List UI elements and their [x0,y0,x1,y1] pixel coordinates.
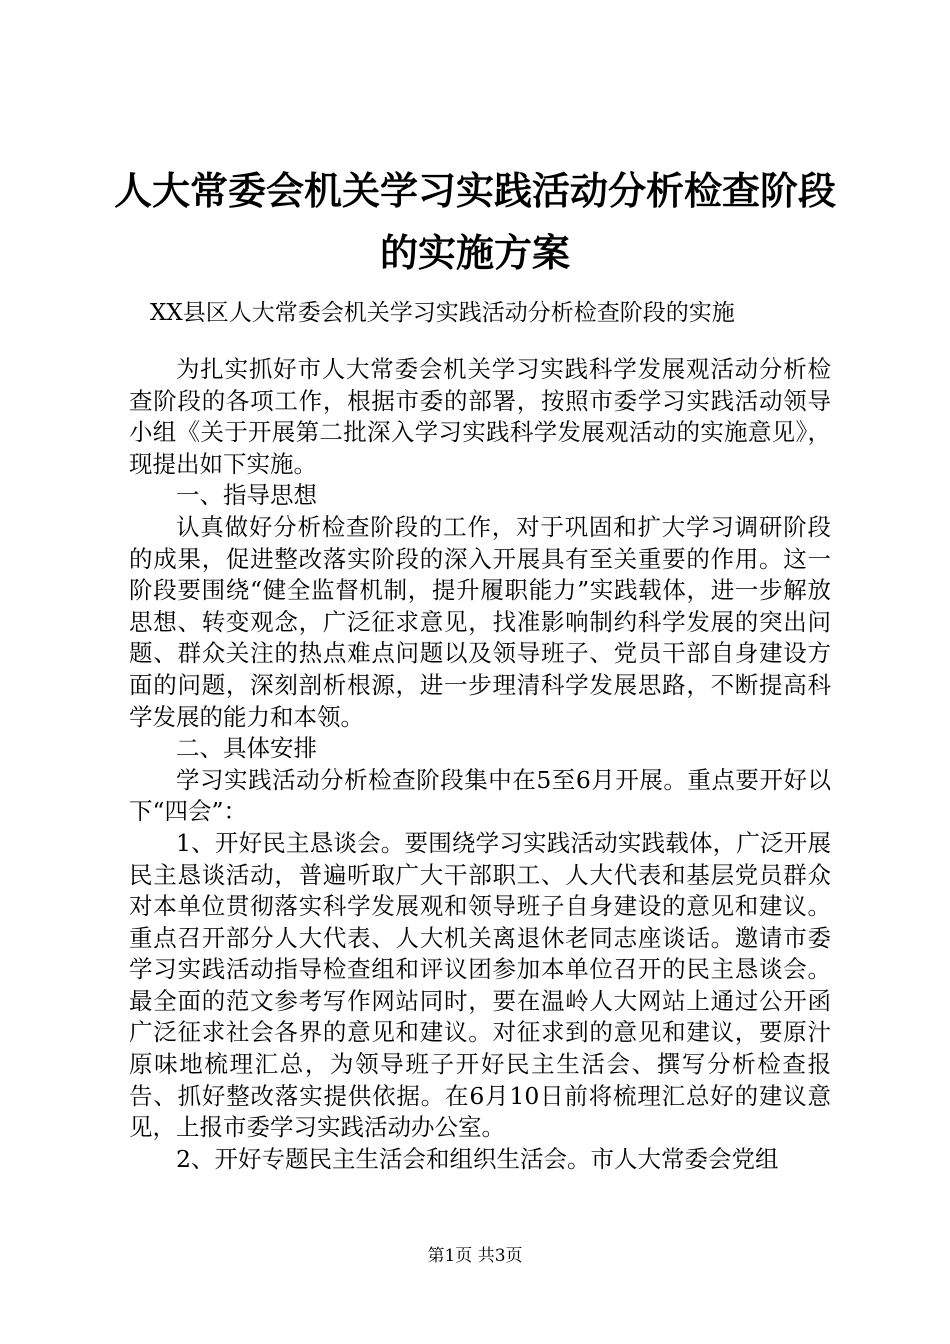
item-1-paragraph: 1、开好民主恳谈会。要围绕学习实践活动实践载体，广泛开展民主恳谈活动，普遍听取广大干部职工、人大代表和基层党员群众对本单位贯彻落实科学发展观和领导班子自身建设的意见和建议。重点召开部分人大代表、人大机关离退休老同志座谈话。邀请市委学习实践活动指导检查组和评议团参加本单位召开的民主恳谈会。最全面的范文参考写作网站同时，要在温岭人大网站上通过公开函广泛征求社会各界的意见和建议。对征求到的意见和建议，要原汁原味地梳理汇总，为领导班子开好民主生活会、撰写分析检查报告、抓好整改落实提供依据。在6月10日前将梳理汇总好的建议意见，上报市委学习实践活动办公室。 [129,828,831,1142]
page-footer: 第1页 共3页 [427,1246,523,1266]
section-heading-guiding-thought: 一、指导思想 [176,481,317,510]
document-body [129,354,831,1175]
section-heading-arrangement: 二、具体安排 [176,734,317,763]
item-2-paragraph: 2、开好专题民主生活会和组织生活会。市人大常委会党组 [176,1144,779,1173]
arrangement-paragraph: 学习实践活动分析检查阶段集中在5至6月开展。重点要开好以下“四会”： [129,765,831,826]
document-title: 人大常委会机关学习实践活动分析检查阶段的实施方案 [113,169,836,275]
guiding-thought-paragraph: 认真做好分析检查阶段的工作，对于巩固和扩大学习调研阶段的成果，促进整改落实阶段的深入开展具有至关重要的作用。这一阶段要围绕“健全监督机制，提升履职能力”实践载体，进一步解放思想、转变观念，广泛征求意见，找准影响制约科学发展的突出问题、群众关注的热点难点问题以及领导班子、党员干部自身建设方面的问题，深刻剖析根源，进一步理清科学发展思路，不断提高科学发展的能力和本领。 [129,512,831,731]
document-subtitle: XX县区人大常委会机关学习实践活动分析检查阶段的实施 [150,300,735,326]
intro-paragraph: 为扎实抓好市人大常委会机关学习实践科学发展观活动分析检查阶段的各项工作，根据市委的部署，按照市委学习实践活动领导小组《关于开展第二批深入学习实践科学发展观活动的实施意见》，现提出如下实施。 [129,355,831,478]
